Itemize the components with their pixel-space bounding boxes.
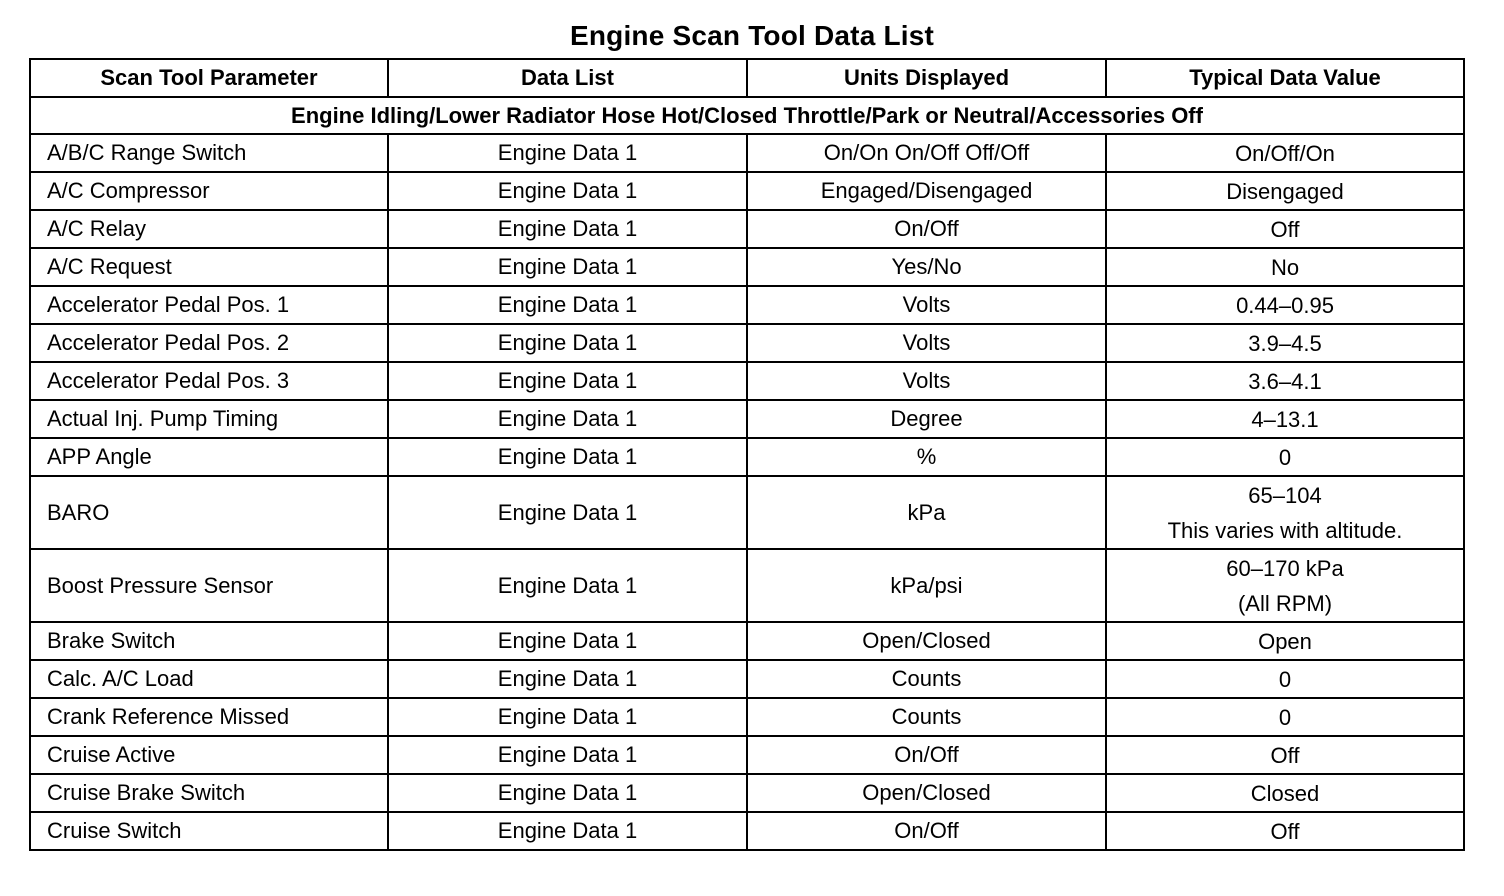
section-header: Engine Idling/Lower Radiator Hose Hot/Closed Throttle/Park or Neutral/Accessories Off xyxy=(30,97,1464,134)
data-list-cell: Engine Data 1 xyxy=(388,476,747,549)
table-row xyxy=(30,286,1464,324)
table-row xyxy=(30,698,1464,736)
units-cell: On/On On/Off Off/Off xyxy=(747,134,1106,172)
parameter-cell: Cruise Brake Switch xyxy=(30,774,388,812)
parameter-cell: Accelerator Pedal Pos. 1 xyxy=(30,286,388,324)
typical-value-cell xyxy=(1106,622,1464,660)
table-row xyxy=(30,134,1464,172)
typical-value-line: Off xyxy=(1270,818,1300,844)
column-header-parameter: Scan Tool Parameter xyxy=(30,59,388,97)
column-header-units: Units Displayed xyxy=(747,59,1106,97)
typical-value-cell xyxy=(1106,210,1464,248)
units-cell: Counts xyxy=(747,698,1106,736)
units-cell: Volts xyxy=(747,362,1106,400)
data-list-cell: Engine Data 1 xyxy=(388,812,747,850)
units-cell: Open/Closed xyxy=(747,622,1106,660)
data-list-cell: Engine Data 1 xyxy=(388,134,747,172)
data-list-cell: Engine Data 1 xyxy=(388,248,747,286)
typical-value-cell xyxy=(1106,549,1464,622)
units-cell: kPa xyxy=(747,476,1106,549)
table-row xyxy=(30,622,1464,660)
typical-value-cell xyxy=(1106,438,1464,476)
data-list-cell: Engine Data 1 xyxy=(388,172,747,210)
typical-value-line: 3.6–4.1 xyxy=(1248,368,1322,394)
typical-value-cell xyxy=(1106,324,1464,362)
typical-value-line: 4–13.1 xyxy=(1251,406,1319,432)
typical-value-line: Closed xyxy=(1250,780,1320,806)
parameter-cell: A/C Compressor xyxy=(30,172,388,210)
typical-value-cell xyxy=(1106,698,1464,736)
typical-value-cell xyxy=(1106,248,1464,286)
typical-value-cell xyxy=(1106,660,1464,698)
data-list-cell: Engine Data 1 xyxy=(388,622,747,660)
units-cell: On/Off xyxy=(747,736,1106,774)
units-cell: Open/Closed xyxy=(747,774,1106,812)
typical-value-line: On/Off/On xyxy=(1235,140,1335,166)
data-list-cell: Engine Data 1 xyxy=(388,362,747,400)
typical-value-cell xyxy=(1106,476,1464,549)
units-cell: On/Off xyxy=(747,210,1106,248)
page-title: Engine Scan Tool Data List xyxy=(569,20,935,51)
parameter-cell: BARO xyxy=(30,476,388,549)
typical-value-line: No xyxy=(1270,254,1300,280)
parameter-cell: A/C Request xyxy=(30,248,388,286)
data-list-cell: Engine Data 1 xyxy=(388,210,747,248)
parameter-cell: A/B/C Range Switch xyxy=(30,134,388,172)
table-row xyxy=(30,774,1464,812)
parameter-cell: Calc. A/C Load xyxy=(30,660,388,698)
typical-value-line: 60–170 kPa xyxy=(1226,555,1344,581)
units-cell: Volts xyxy=(747,324,1106,362)
parameter-cell: Actual Inj. Pump Timing xyxy=(30,400,388,438)
typical-value-cell xyxy=(1106,774,1464,812)
data-list-cell: Engine Data 1 xyxy=(388,549,747,622)
table-row xyxy=(30,248,1464,286)
units-cell: On/Off xyxy=(747,812,1106,850)
data-list-cell: Engine Data 1 xyxy=(388,698,747,736)
typical-value-cell xyxy=(1106,812,1464,850)
parameter-cell: Accelerator Pedal Pos. 2 xyxy=(30,324,388,362)
table-row xyxy=(30,660,1464,698)
data-list-cell: Engine Data 1 xyxy=(388,400,747,438)
data-list-cell: Engine Data 1 xyxy=(388,286,747,324)
typical-value-line: 0 xyxy=(1278,666,1292,692)
column-header-typical-value: Typical Data Value xyxy=(1106,59,1464,97)
table-row xyxy=(30,812,1464,850)
table-row xyxy=(30,362,1464,400)
typical-value-cell xyxy=(1106,400,1464,438)
table-row xyxy=(30,400,1464,438)
section-header-row xyxy=(30,97,1464,134)
data-list-cell: Engine Data 1 xyxy=(388,774,747,812)
table-row xyxy=(30,172,1464,210)
typical-value-cell xyxy=(1106,172,1464,210)
scan-tool-data-table xyxy=(29,58,1465,851)
table-row xyxy=(30,736,1464,774)
typical-value-line: 0 xyxy=(1278,444,1292,470)
parameter-cell: Brake Switch xyxy=(30,622,388,660)
units-cell: Volts xyxy=(747,286,1106,324)
units-cell: Engaged/Disengaged xyxy=(747,172,1106,210)
units-cell: Degree xyxy=(747,400,1106,438)
parameter-cell: APP Angle xyxy=(30,438,388,476)
typical-value-cell xyxy=(1106,286,1464,324)
typical-value-line: Off xyxy=(1270,216,1300,242)
typical-value-cell xyxy=(1106,362,1464,400)
typical-value-line: Open xyxy=(1258,628,1312,654)
data-list-cell: Engine Data 1 xyxy=(388,324,747,362)
table-row xyxy=(30,210,1464,248)
table-row xyxy=(30,438,1464,476)
parameter-cell: Boost Pressure Sensor xyxy=(30,549,388,622)
typical-value-line: (All RPM) xyxy=(1237,590,1333,616)
typical-value-line: 3.9–4.5 xyxy=(1248,330,1322,356)
units-cell: Yes/No xyxy=(747,248,1106,286)
table-header-row xyxy=(30,59,1464,97)
table-row xyxy=(30,324,1464,362)
parameter-cell: Cruise Active xyxy=(30,736,388,774)
table-row xyxy=(30,476,1464,549)
typical-value-line: 0 xyxy=(1278,704,1292,730)
typical-value-line: 0.44–0.95 xyxy=(1236,292,1334,318)
parameter-cell: Crank Reference Missed xyxy=(30,698,388,736)
data-list-cell: Engine Data 1 xyxy=(388,660,747,698)
parameter-cell: Cruise Switch xyxy=(30,812,388,850)
typical-value-line: This varies with altitude. xyxy=(1167,517,1403,543)
data-list-cell: Engine Data 1 xyxy=(388,438,747,476)
typical-value-line: Disengaged xyxy=(1226,178,1344,204)
data-list-cell: Engine Data 1 xyxy=(388,736,747,774)
typical-value-cell xyxy=(1106,736,1464,774)
typical-value-line: Off xyxy=(1270,742,1300,768)
units-cell: kPa/psi xyxy=(747,549,1106,622)
parameter-cell: A/C Relay xyxy=(30,210,388,248)
units-cell: Counts xyxy=(747,660,1106,698)
typical-value-cell xyxy=(1106,134,1464,172)
typical-value-line: 65–104 xyxy=(1248,482,1322,508)
parameter-cell: Accelerator Pedal Pos. 3 xyxy=(30,362,388,400)
units-cell: % xyxy=(747,438,1106,476)
table-row xyxy=(30,549,1464,622)
column-header-data-list: Data List xyxy=(388,59,747,97)
